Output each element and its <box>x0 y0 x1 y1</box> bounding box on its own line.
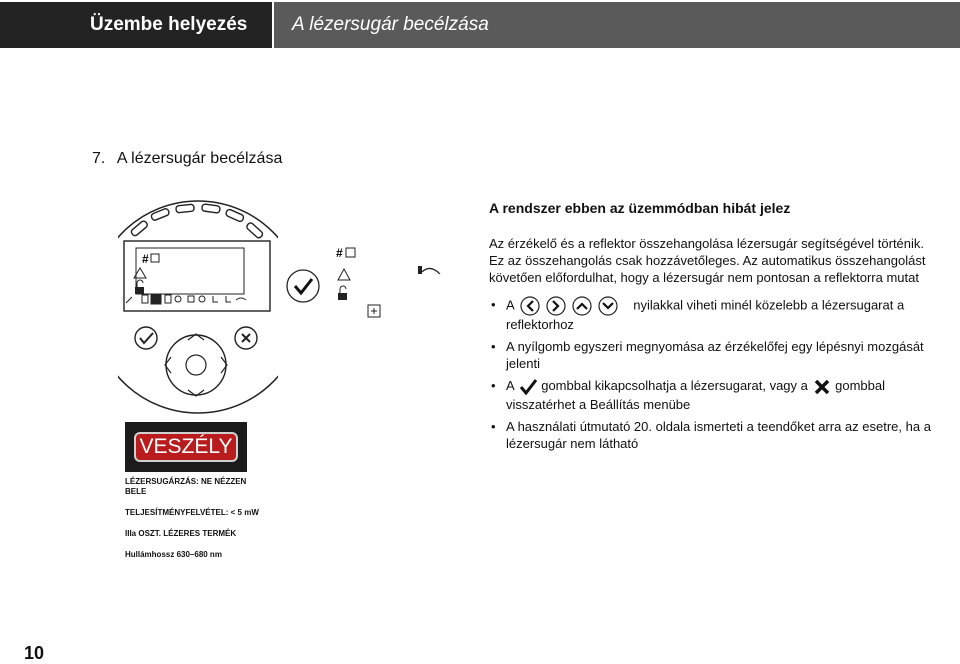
warning-line-3: IIIa OSZT. LÉZERES TERMÉK <box>125 529 237 538</box>
bullet-1-pre: A <box>506 297 514 313</box>
bullet-3-pre: A <box>506 378 514 393</box>
header-section-title <box>0 2 272 48</box>
bullet-dot: • <box>491 297 496 312</box>
bullet-manual-reference <box>489 418 939 452</box>
danger-label <box>125 422 247 472</box>
confirm-button-illustration <box>135 327 157 349</box>
instructions-heading: A rendszer ebben az üzemmódban hibát jelez <box>489 200 791 216</box>
page-number: 10 <box>24 643 45 663</box>
bullet-4-text: A használati útmutató 20. oldala ismerteti a teendőket arra az esetre, ha a lézersugár nem látható <box>506 418 931 451</box>
bullet-dot: • <box>491 418 496 434</box>
bullet-3-post: gombbal visszatérhet a Beállítás menübe <box>506 378 885 412</box>
cross-icon <box>812 378 832 396</box>
check-icon <box>518 378 538 396</box>
instructions-paragraph: Az érzékelő és a reflektor összehangolása lézersugár segítségével történik. Ez az összehangolás csak hozzávetőleges. Az automatikus összehangolást követően előfordulhat, hogy a lézersugár nem pontosan a reflektorra mutat <box>489 236 926 285</box>
bullet-single-press <box>489 338 939 372</box>
lock-icon <box>338 293 347 300</box>
warning-icon <box>338 269 350 280</box>
reflector-icon <box>422 268 440 274</box>
bullet-buttons <box>489 377 939 413</box>
warning-line-4: Hullámhossz 630–680 nm <box>125 550 222 559</box>
danger-label-text: VESZÉLY <box>134 432 239 462</box>
section-title: A lézersugár becélzása <box>116 150 283 167</box>
section-heading <box>92 150 282 168</box>
header-right-title: A lézersugár becélzása <box>292 14 489 35</box>
bullet-1-post: nyilakkal viheti minél közelebb a lézersugarat a reflektorhoz <box>506 297 905 332</box>
check-button-icon <box>285 268 321 309</box>
arrow-buttons-icon <box>518 296 630 316</box>
warning-line-1: LÉZERSUGÁRZÁS: NE NÉZZEN BELE <box>125 477 247 496</box>
header-page-title <box>274 2 960 48</box>
bullet-3-mid: gombbal kikapcsolhatja a lézersugarat, vagy a <box>541 378 808 393</box>
bullet-dot: • <box>491 378 496 393</box>
detector-device-illustration <box>118 195 278 420</box>
display-detail-illustration <box>330 240 480 335</box>
bullet-dot: • <box>491 339 496 354</box>
display-hash-2: # <box>336 246 343 260</box>
bullet-arrows <box>489 296 939 333</box>
display-hash: # <box>142 252 149 266</box>
laser-warning-text <box>125 477 265 571</box>
header-left-title: Üzembe helyezés <box>90 14 248 35</box>
section-number: 7. <box>92 150 106 167</box>
warning-line-2: TELJESÍTMÉNYFELVÉTEL: < 5 mW <box>125 508 259 517</box>
instructions-column <box>489 200 939 457</box>
lock-icon <box>135 287 144 294</box>
bullet-2-text: A nyílgomb egyszeri megnyomása az érzékelőfej egy lépésnyi mozgását jelenti <box>506 339 924 371</box>
